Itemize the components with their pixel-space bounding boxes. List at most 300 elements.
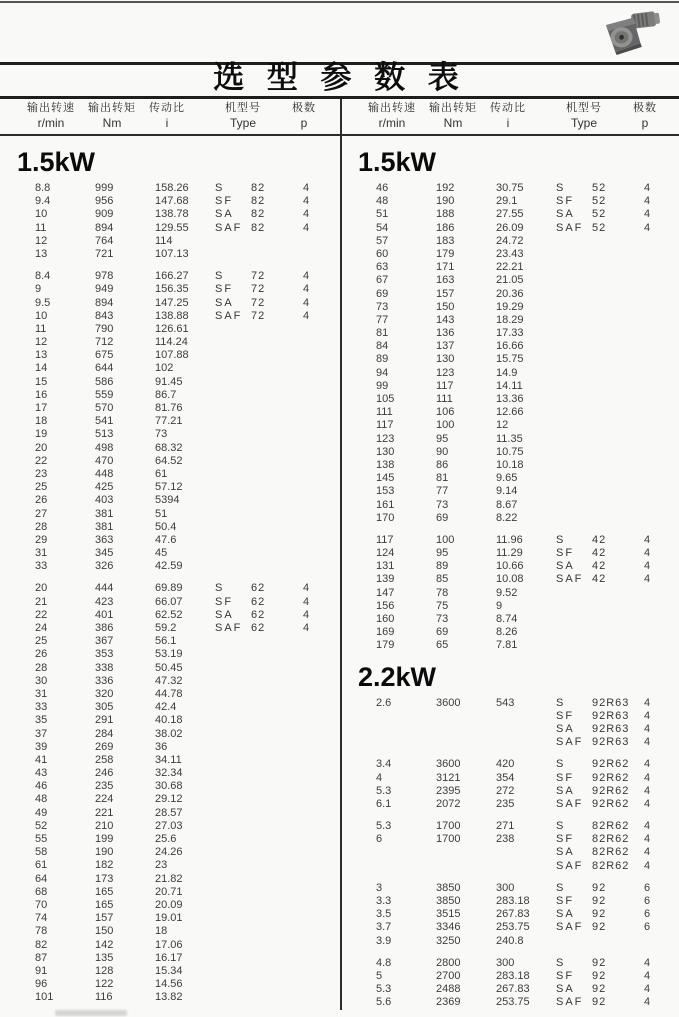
table-row bbox=[0, 899, 339, 912]
table-row bbox=[0, 508, 339, 521]
table-row bbox=[0, 521, 339, 534]
cell-output-speed: 11 bbox=[35, 322, 47, 335]
cell-output-speed: 81 bbox=[376, 327, 389, 340]
header-label: 输出转速 bbox=[368, 102, 416, 114]
table-row bbox=[0, 481, 339, 494]
cell-type-model: 72 bbox=[251, 270, 266, 283]
cell-output-torque: 69 bbox=[436, 626, 449, 639]
cell-output-torque: 137 bbox=[436, 340, 455, 353]
cell-output-torque: 85 bbox=[436, 573, 449, 586]
cell-output-torque: 106 bbox=[436, 406, 455, 419]
cell-output-torque: 173 bbox=[95, 872, 114, 885]
cell-type-prefix: S bbox=[556, 533, 566, 546]
cell-output-torque: 130 bbox=[436, 353, 455, 366]
cell-output-torque: 381 bbox=[95, 520, 114, 533]
cell-output-speed: 3.7 bbox=[376, 921, 392, 934]
cell-type-prefix: SAF bbox=[556, 736, 584, 749]
cell-ratio: 10.08 bbox=[496, 573, 524, 586]
cell-type-model: 92 bbox=[592, 969, 607, 982]
cell-ratio: 38.02 bbox=[155, 727, 183, 740]
table-row bbox=[0, 336, 339, 349]
cell-ratio: 253.75 bbox=[496, 996, 530, 1009]
cell-ratio: 138.88 bbox=[155, 309, 189, 322]
cell-ratio: 34.11 bbox=[155, 753, 182, 766]
cell-ratio: 10.18 bbox=[496, 458, 524, 471]
table-row bbox=[0, 297, 339, 310]
cell-ratio: 129.55 bbox=[155, 221, 189, 234]
page-title: 选 型 参 数 表 bbox=[213, 60, 466, 95]
cell-output-torque: 2700 bbox=[436, 969, 461, 982]
cell-output-torque: 165 bbox=[95, 898, 114, 911]
cell-output-speed: 131 bbox=[376, 560, 395, 573]
table-row bbox=[0, 442, 339, 455]
cell-output-speed: 23 bbox=[35, 467, 48, 480]
header-model-type bbox=[555, 101, 613, 134]
table-block bbox=[0, 582, 339, 1004]
cell-ratio: 73 bbox=[155, 428, 168, 441]
cell-ratio: 64.52 bbox=[155, 454, 183, 467]
cell-type-prefix: S bbox=[215, 270, 225, 283]
table-row bbox=[0, 728, 339, 741]
cell-type-model: 42 bbox=[592, 547, 607, 560]
cell-output-speed: 41 bbox=[35, 753, 48, 766]
cell-type-model: 42 bbox=[592, 533, 607, 546]
cell-output-torque: 363 bbox=[95, 533, 114, 546]
cell-output-speed: 8.4 bbox=[35, 270, 51, 283]
cell-output-speed: 74 bbox=[35, 912, 48, 925]
cell-ratio: 107.13 bbox=[155, 247, 189, 260]
cell-output-torque: 2072 bbox=[436, 797, 461, 810]
cell-output-torque: 190 bbox=[436, 195, 455, 208]
cell-poles: 4 bbox=[303, 270, 310, 283]
cell-ratio: 56.1 bbox=[155, 635, 177, 648]
gear-motor-photo bbox=[599, 6, 665, 58]
cell-poles: 4 bbox=[303, 608, 310, 621]
cell-ratio: 300 bbox=[496, 956, 515, 969]
cell-poles: 6 bbox=[644, 895, 651, 907]
cell-type-model: 92 bbox=[592, 956, 607, 969]
cell-output-torque: 338 bbox=[95, 661, 114, 674]
table-row bbox=[341, 534, 679, 547]
cell-output-speed: 10 bbox=[35, 208, 48, 221]
table-row bbox=[0, 560, 339, 573]
cell-ratio: 86.7 bbox=[155, 388, 177, 401]
cell-output-speed: 139 bbox=[376, 573, 395, 586]
cell-ratio: 24.26 bbox=[155, 846, 183, 859]
cell-output-torque: 909 bbox=[95, 208, 114, 221]
cell-output-torque: 100 bbox=[436, 533, 455, 546]
cell-ratio: 42.4 bbox=[155, 701, 177, 714]
table-row bbox=[341, 235, 679, 248]
cell-type-model: 92R63 bbox=[592, 709, 630, 722]
cell-output-torque: 136 bbox=[436, 327, 455, 340]
cell-output-speed: 124 bbox=[376, 547, 395, 560]
cell-ratio: 13.36 bbox=[496, 393, 524, 405]
cell-poles: 4 bbox=[303, 283, 310, 296]
cell-poles: 4 bbox=[303, 582, 310, 595]
cell-type-model: 82R62 bbox=[592, 846, 630, 859]
table-row bbox=[341, 485, 679, 498]
cell-type-prefix: SAF bbox=[215, 622, 243, 634]
table-row bbox=[341, 288, 679, 301]
cell-output-speed: 94 bbox=[376, 366, 389, 379]
table-row bbox=[0, 270, 339, 283]
cell-ratio: 9 bbox=[496, 599, 503, 612]
cell-ratio: 21.82 bbox=[155, 872, 183, 885]
cell-output-speed: 13 bbox=[35, 247, 48, 260]
cell-type-model: 52 bbox=[592, 182, 607, 194]
cell-output-torque: 188 bbox=[436, 208, 455, 221]
cell-output-speed: 63 bbox=[376, 261, 389, 274]
data-column-right bbox=[341, 139, 679, 1017]
cell-output-speed: 111 bbox=[376, 406, 393, 419]
cell-output-torque: 2369 bbox=[436, 996, 461, 1009]
cell-ratio: 19.01 bbox=[155, 912, 183, 925]
cell-output-speed: 43 bbox=[35, 767, 48, 780]
table-row bbox=[341, 182, 679, 195]
cell-type-model: 82 bbox=[251, 195, 266, 208]
table-row bbox=[341, 353, 679, 366]
cell-output-speed: 89 bbox=[376, 353, 389, 366]
cell-output-torque: 570 bbox=[95, 402, 114, 414]
cell-poles: 4 bbox=[303, 182, 310, 194]
cell-output-torque: 95 bbox=[436, 432, 449, 445]
cell-ratio: 57.12 bbox=[155, 481, 183, 494]
cell-output-torque: 100 bbox=[436, 419, 455, 432]
header-label: 输出转速 bbox=[27, 102, 75, 114]
cell-ratio: 166.27 bbox=[155, 270, 189, 283]
cell-ratio: 138.78 bbox=[155, 208, 189, 221]
cell-output-speed: 73 bbox=[376, 300, 389, 313]
table-row bbox=[0, 534, 339, 547]
table-row bbox=[341, 472, 679, 485]
table-row bbox=[0, 833, 339, 846]
cell-ratio: 53.19 bbox=[155, 648, 183, 661]
header-ratio bbox=[481, 101, 535, 134]
cell-output-torque: 3850 bbox=[436, 895, 461, 907]
cell-output-speed: 170 bbox=[376, 511, 395, 524]
table-row bbox=[341, 820, 679, 833]
cell-output-torque: 721 bbox=[95, 247, 114, 260]
cell-type-model: 82R62 bbox=[592, 859, 630, 872]
header-unit: Nm bbox=[102, 116, 122, 130]
table-row bbox=[341, 573, 679, 586]
cell-poles: 4 bbox=[644, 797, 651, 810]
cell-output-torque: 345 bbox=[95, 547, 114, 560]
cell-output-torque: 3346 bbox=[436, 921, 461, 934]
cell-output-speed: 70 bbox=[35, 898, 48, 911]
cell-output-speed: 147 bbox=[376, 586, 395, 599]
cell-ratio: 81.76 bbox=[155, 402, 183, 414]
cell-output-speed: 22 bbox=[35, 608, 48, 621]
cell-output-torque: 77 bbox=[436, 485, 449, 498]
cell-output-speed: 10 bbox=[35, 309, 48, 322]
cell-output-speed: 21 bbox=[35, 595, 48, 608]
cell-output-torque: 111 bbox=[436, 393, 453, 405]
cell-type-model: 92R62 bbox=[592, 771, 630, 784]
table-block bbox=[341, 882, 679, 948]
table-row bbox=[341, 626, 679, 639]
cell-poles: 4 bbox=[303, 221, 310, 234]
cell-output-torque: 3515 bbox=[436, 908, 461, 921]
cell-type-prefix: SF bbox=[556, 547, 575, 560]
cell-type-prefix: SAF bbox=[215, 221, 243, 234]
table-row bbox=[341, 248, 679, 261]
table-row bbox=[0, 349, 339, 362]
cell-ratio: 91.45 bbox=[155, 375, 183, 388]
cell-output-speed: 11 bbox=[35, 221, 47, 234]
cell-ratio: 69.89 bbox=[155, 582, 183, 595]
cell-ratio: 9.52 bbox=[496, 586, 518, 599]
cell-output-torque: 2488 bbox=[436, 983, 461, 996]
cell-output-speed: 9.4 bbox=[35, 195, 51, 208]
header-label: 极数 bbox=[292, 102, 316, 114]
cell-output-speed: 77 bbox=[376, 313, 389, 326]
cell-output-speed: 160 bbox=[376, 613, 395, 625]
cell-output-torque: 78 bbox=[436, 586, 449, 599]
cell-output-torque: 117 bbox=[436, 379, 454, 392]
header-unit: Type bbox=[229, 116, 256, 130]
cell-output-speed: 145 bbox=[376, 472, 395, 485]
cell-output-torque: 258 bbox=[95, 753, 114, 766]
table-row bbox=[0, 222, 339, 235]
table-row bbox=[0, 323, 339, 336]
cell-poles: 4 bbox=[303, 309, 310, 322]
cell-output-speed: 48 bbox=[35, 793, 48, 806]
cell-type-model: 92 bbox=[592, 983, 607, 996]
table-row bbox=[0, 547, 339, 560]
table-row bbox=[0, 846, 339, 859]
cell-type-model: 92R63 bbox=[592, 722, 630, 735]
cell-type-model: 52 bbox=[592, 208, 607, 221]
cell-output-torque: 367 bbox=[95, 635, 114, 648]
cell-output-torque: 163 bbox=[436, 274, 455, 287]
cell-ratio: 25.6 bbox=[155, 833, 177, 845]
table-row bbox=[0, 494, 339, 507]
cell-poles: 4 bbox=[303, 296, 310, 309]
cell-output-speed: 4.8 bbox=[376, 956, 392, 969]
cell-output-torque: 90 bbox=[436, 445, 449, 458]
cell-type-model: 82R62 bbox=[592, 833, 630, 846]
table-row bbox=[0, 389, 339, 402]
cell-ratio: 156.35 bbox=[155, 283, 189, 296]
table-row bbox=[341, 261, 679, 274]
cell-output-torque: 221 bbox=[95, 806, 114, 819]
cell-output-torque: 425 bbox=[95, 481, 114, 494]
cell-output-torque: 423 bbox=[95, 595, 114, 608]
cell-output-speed: 33 bbox=[35, 701, 48, 714]
cell-output-speed: 13 bbox=[35, 349, 48, 362]
cell-poles: 4 bbox=[303, 595, 310, 608]
table-row bbox=[341, 380, 679, 393]
header-output-torque bbox=[80, 101, 144, 134]
cell-output-speed: 20 bbox=[35, 441, 48, 454]
cell-poles: 4 bbox=[644, 208, 651, 221]
table-block bbox=[341, 534, 679, 653]
cell-type-prefix: SF bbox=[556, 709, 575, 722]
cell-output-torque: 978 bbox=[95, 270, 114, 283]
cell-ratio: 267.83 bbox=[496, 908, 530, 921]
cell-output-speed: 3 bbox=[376, 881, 383, 894]
header-model-type bbox=[214, 101, 272, 134]
cell-output-speed: 12 bbox=[35, 336, 48, 349]
cell-ratio: 59.2 bbox=[155, 622, 177, 634]
cell-ratio: 47.32 bbox=[155, 674, 183, 687]
table-row bbox=[341, 393, 679, 406]
table-row bbox=[341, 723, 679, 736]
cell-type-prefix: SA bbox=[556, 846, 575, 859]
header-label: 机型号 bbox=[225, 102, 261, 114]
cell-type-model: 62 bbox=[251, 582, 266, 595]
cell-ratio: 300 bbox=[496, 881, 515, 894]
cell-output-torque: 2800 bbox=[436, 956, 461, 969]
cell-output-torque: 1700 bbox=[436, 820, 461, 833]
cell-ratio: 29.12 bbox=[155, 793, 183, 806]
cell-output-speed: 169 bbox=[376, 626, 395, 639]
cell-output-speed: 5.3 bbox=[376, 983, 392, 996]
cell-ratio: 8.22 bbox=[496, 511, 518, 524]
cell-output-torque: 142 bbox=[95, 938, 114, 951]
cutoff-next-section-smudge bbox=[55, 1010, 127, 1016]
cell-output-torque: 764 bbox=[95, 234, 114, 247]
cell-output-torque: 353 bbox=[95, 648, 114, 661]
cell-output-speed: 19 bbox=[35, 428, 48, 441]
cell-poles: 4 bbox=[644, 846, 651, 859]
cell-type-prefix: S bbox=[556, 881, 566, 894]
table-row bbox=[0, 952, 339, 965]
cell-output-torque: 498 bbox=[95, 441, 114, 454]
cell-type-model: 72 bbox=[251, 309, 266, 322]
cell-output-speed: 5 bbox=[376, 969, 383, 982]
header-label: 输出转矩 bbox=[88, 102, 136, 114]
cell-ratio: 77.21 bbox=[155, 415, 183, 428]
table-row bbox=[0, 415, 339, 428]
cell-type-prefix: SF bbox=[215, 283, 234, 296]
table-row bbox=[341, 639, 679, 652]
cell-type-prefix: SF bbox=[556, 833, 575, 846]
cell-poles: 4 bbox=[644, 996, 651, 1009]
cell-output-speed: 68 bbox=[35, 885, 48, 898]
cell-output-torque: 143 bbox=[436, 313, 455, 326]
header-label: 传动比 bbox=[490, 102, 526, 114]
table-row bbox=[0, 182, 339, 195]
cell-output-torque: 122 bbox=[95, 978, 114, 991]
cell-output-torque: 3600 bbox=[436, 758, 461, 771]
cell-output-speed: 46 bbox=[376, 182, 389, 194]
cell-ratio: 8.74 bbox=[496, 613, 518, 625]
table-row bbox=[341, 772, 679, 785]
cell-type-model: 52 bbox=[592, 221, 607, 234]
cell-output-torque: 513 bbox=[95, 428, 114, 441]
header-output-speed bbox=[359, 101, 425, 134]
cell-output-torque: 150 bbox=[436, 300, 455, 313]
top-border-line bbox=[0, 1, 679, 3]
cell-output-torque: 75 bbox=[436, 599, 449, 612]
cell-output-torque: 3121 bbox=[436, 771, 461, 784]
table-row bbox=[0, 675, 339, 688]
cell-output-speed: 9.5 bbox=[35, 296, 51, 309]
table-row bbox=[0, 741, 339, 754]
cell-ratio: 62.52 bbox=[155, 608, 183, 621]
cell-output-speed: 117 bbox=[376, 419, 394, 432]
cell-ratio: 47.6 bbox=[155, 533, 177, 546]
cell-output-speed: 37 bbox=[35, 727, 48, 740]
cell-output-speed: 22 bbox=[35, 454, 48, 467]
cell-output-torque: 999 bbox=[95, 182, 114, 194]
cell-output-speed: 117 bbox=[376, 533, 394, 546]
cell-type-prefix: SA bbox=[556, 784, 575, 797]
cell-ratio: 158.26 bbox=[155, 182, 189, 194]
table-row bbox=[341, 340, 679, 353]
table-row bbox=[341, 935, 679, 948]
table-row bbox=[341, 208, 679, 221]
cell-type-prefix: SAF bbox=[556, 573, 584, 586]
cell-output-torque: 381 bbox=[95, 507, 114, 520]
cell-type-model: 92 bbox=[592, 881, 607, 894]
cell-ratio: 24.72 bbox=[496, 234, 524, 247]
cell-output-torque: 559 bbox=[95, 388, 114, 401]
cell-output-speed: 27 bbox=[35, 507, 48, 520]
cell-type-prefix: SAF bbox=[556, 996, 584, 1009]
cell-output-speed: 153 bbox=[376, 485, 395, 498]
cell-output-speed: 138 bbox=[376, 458, 395, 471]
cell-output-speed: 60 bbox=[376, 247, 389, 260]
cell-output-torque: 186 bbox=[436, 221, 455, 234]
cell-output-speed: 130 bbox=[376, 445, 395, 458]
cell-type-prefix: SA bbox=[556, 560, 575, 573]
cell-output-speed: 5.6 bbox=[376, 996, 392, 1009]
cell-poles: 4 bbox=[644, 709, 651, 722]
cell-poles: 4 bbox=[644, 195, 651, 208]
cell-ratio: 68.32 bbox=[155, 441, 183, 454]
cell-output-speed: 30 bbox=[35, 674, 48, 687]
cell-ratio: 7.81 bbox=[496, 639, 518, 652]
cell-type-prefix: SA bbox=[215, 208, 234, 221]
cell-output-speed: 26 bbox=[35, 648, 48, 661]
cell-ratio: 51 bbox=[155, 507, 168, 520]
cell-output-speed: 6.1 bbox=[376, 797, 392, 810]
cell-ratio: 20.71 bbox=[155, 885, 183, 898]
cell-output-speed: 5.3 bbox=[376, 820, 392, 833]
table-row bbox=[341, 785, 679, 798]
cell-output-speed: 179 bbox=[376, 639, 395, 652]
cell-poles: 4 bbox=[644, 983, 651, 996]
cell-type-model: 82 bbox=[251, 221, 266, 234]
cell-output-speed: 18 bbox=[35, 415, 48, 428]
cell-type-model: 82 bbox=[251, 182, 266, 194]
cell-output-torque: 224 bbox=[95, 793, 114, 806]
cell-output-speed: 16 bbox=[35, 388, 48, 401]
table-row bbox=[0, 310, 339, 323]
cell-poles: 4 bbox=[644, 956, 651, 969]
cell-type-model: 62 bbox=[251, 608, 266, 621]
header-unit: Nm bbox=[443, 116, 463, 130]
cell-type-prefix: S bbox=[215, 582, 225, 595]
table-row bbox=[341, 882, 679, 895]
cell-output-torque: 3850 bbox=[436, 881, 461, 894]
section-heading: 1.5kW bbox=[17, 147, 96, 177]
cell-output-speed: 14 bbox=[35, 362, 48, 375]
table-row bbox=[0, 820, 339, 833]
cell-ratio: 11.96 bbox=[496, 533, 523, 546]
cell-type-model: 62 bbox=[251, 622, 266, 634]
table-row bbox=[0, 767, 339, 780]
cell-type-model: 42 bbox=[592, 573, 607, 586]
table-row bbox=[0, 965, 339, 978]
cell-type-prefix: S bbox=[556, 696, 566, 709]
cell-ratio: 11.35 bbox=[496, 432, 523, 445]
cell-ratio: 14.9 bbox=[496, 366, 518, 379]
